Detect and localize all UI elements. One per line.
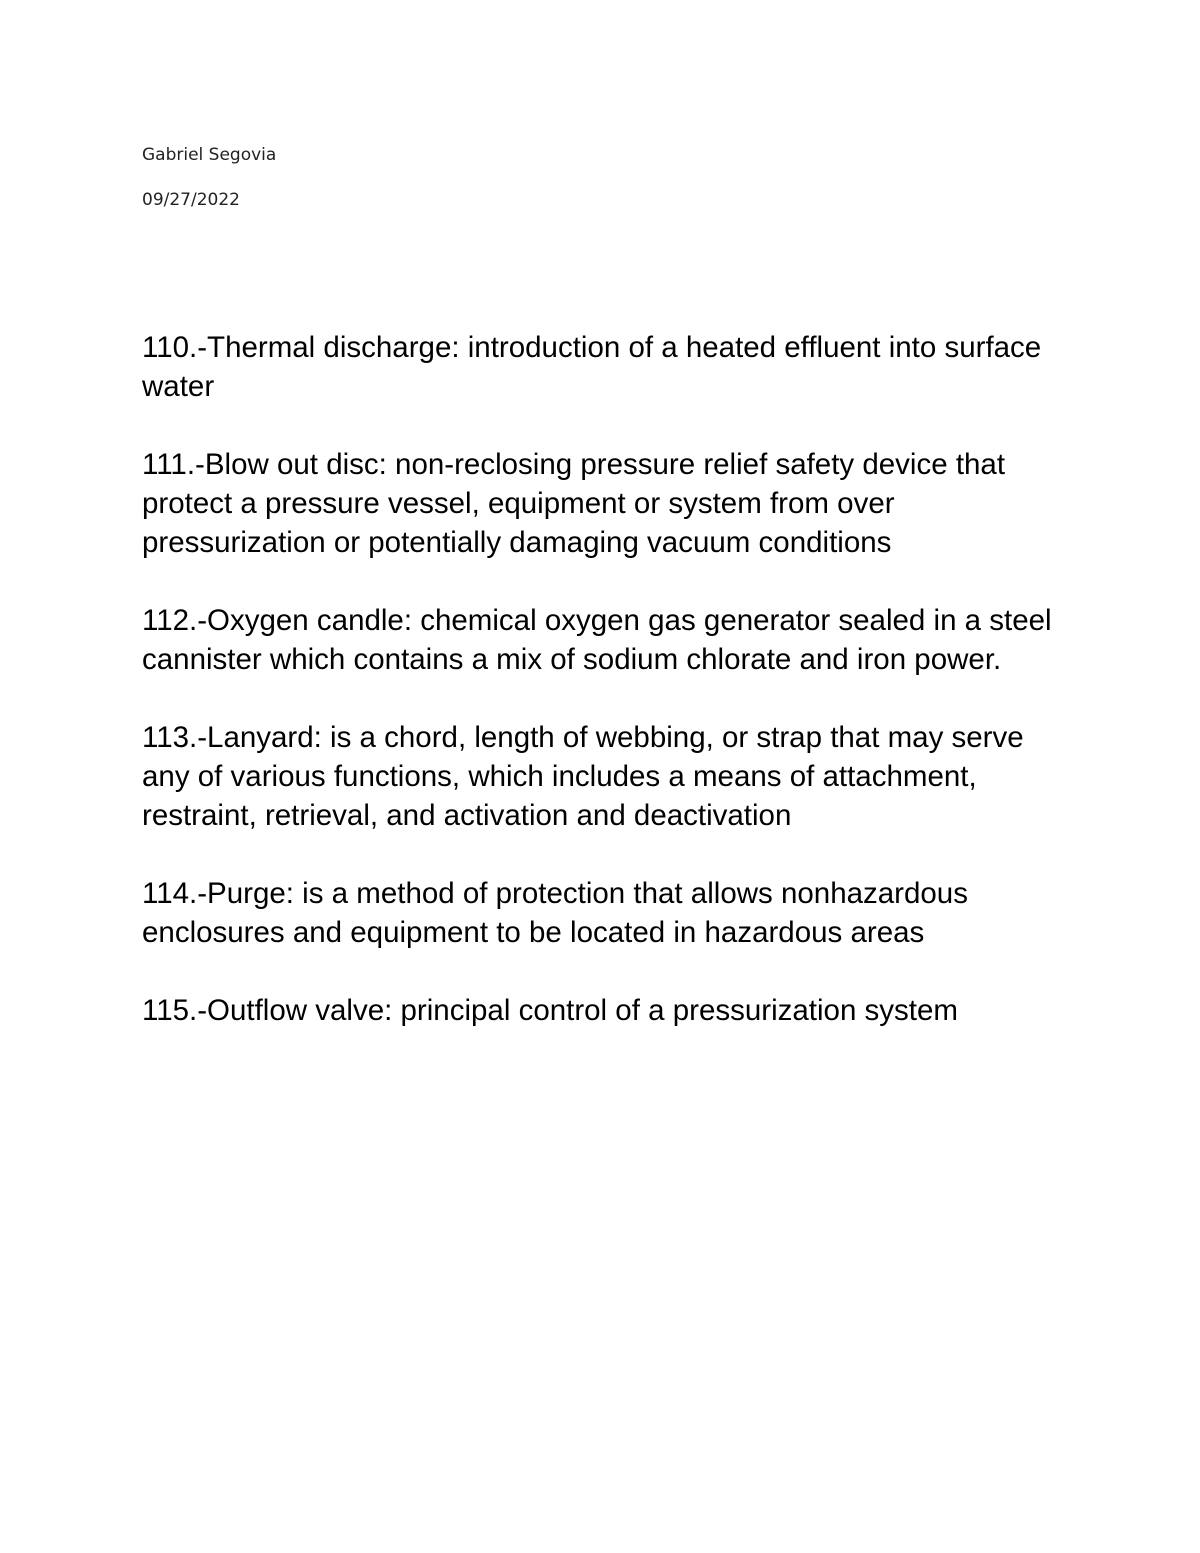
- definition-entry-114: 114.-Purge: is a method of protection that allows nonhazardous enclosures and equipment to be located in hazardous areas: [142, 877, 968, 949]
- definition-entry-115: 115.-Outflow valve: principal control of a pressurization system: [142, 994, 958, 1027]
- definitions-list: [142, 328, 1062, 1030]
- document-date: 09/27/2022: [142, 190, 240, 210]
- definition-entry-112: 112.-Oxygen candle: chemical oxygen gas generator sealed in a steel cannister which contains a mix of sodium chlorate and iron power.: [142, 604, 1052, 676]
- definition-entry-110: 110.-Thermal discharge: introduction of a heated effluent into surface water: [142, 331, 1042, 403]
- definition-entry-113: 113.-Lanyard: is a chord, length of webbing, or strap that may serve any of various functions, which includes a means of attachment, restraint, retrieval, and activation and deactivation: [142, 721, 1024, 832]
- author-name: Gabriel Segovia: [142, 145, 277, 165]
- definition-entry-111: 111.-Blow out disc: non-reclosing pressure relief safety device that protect a pressure vessel, equipment or system from over pressurization or potentially damaging vacuum conditions: [142, 448, 1006, 559]
